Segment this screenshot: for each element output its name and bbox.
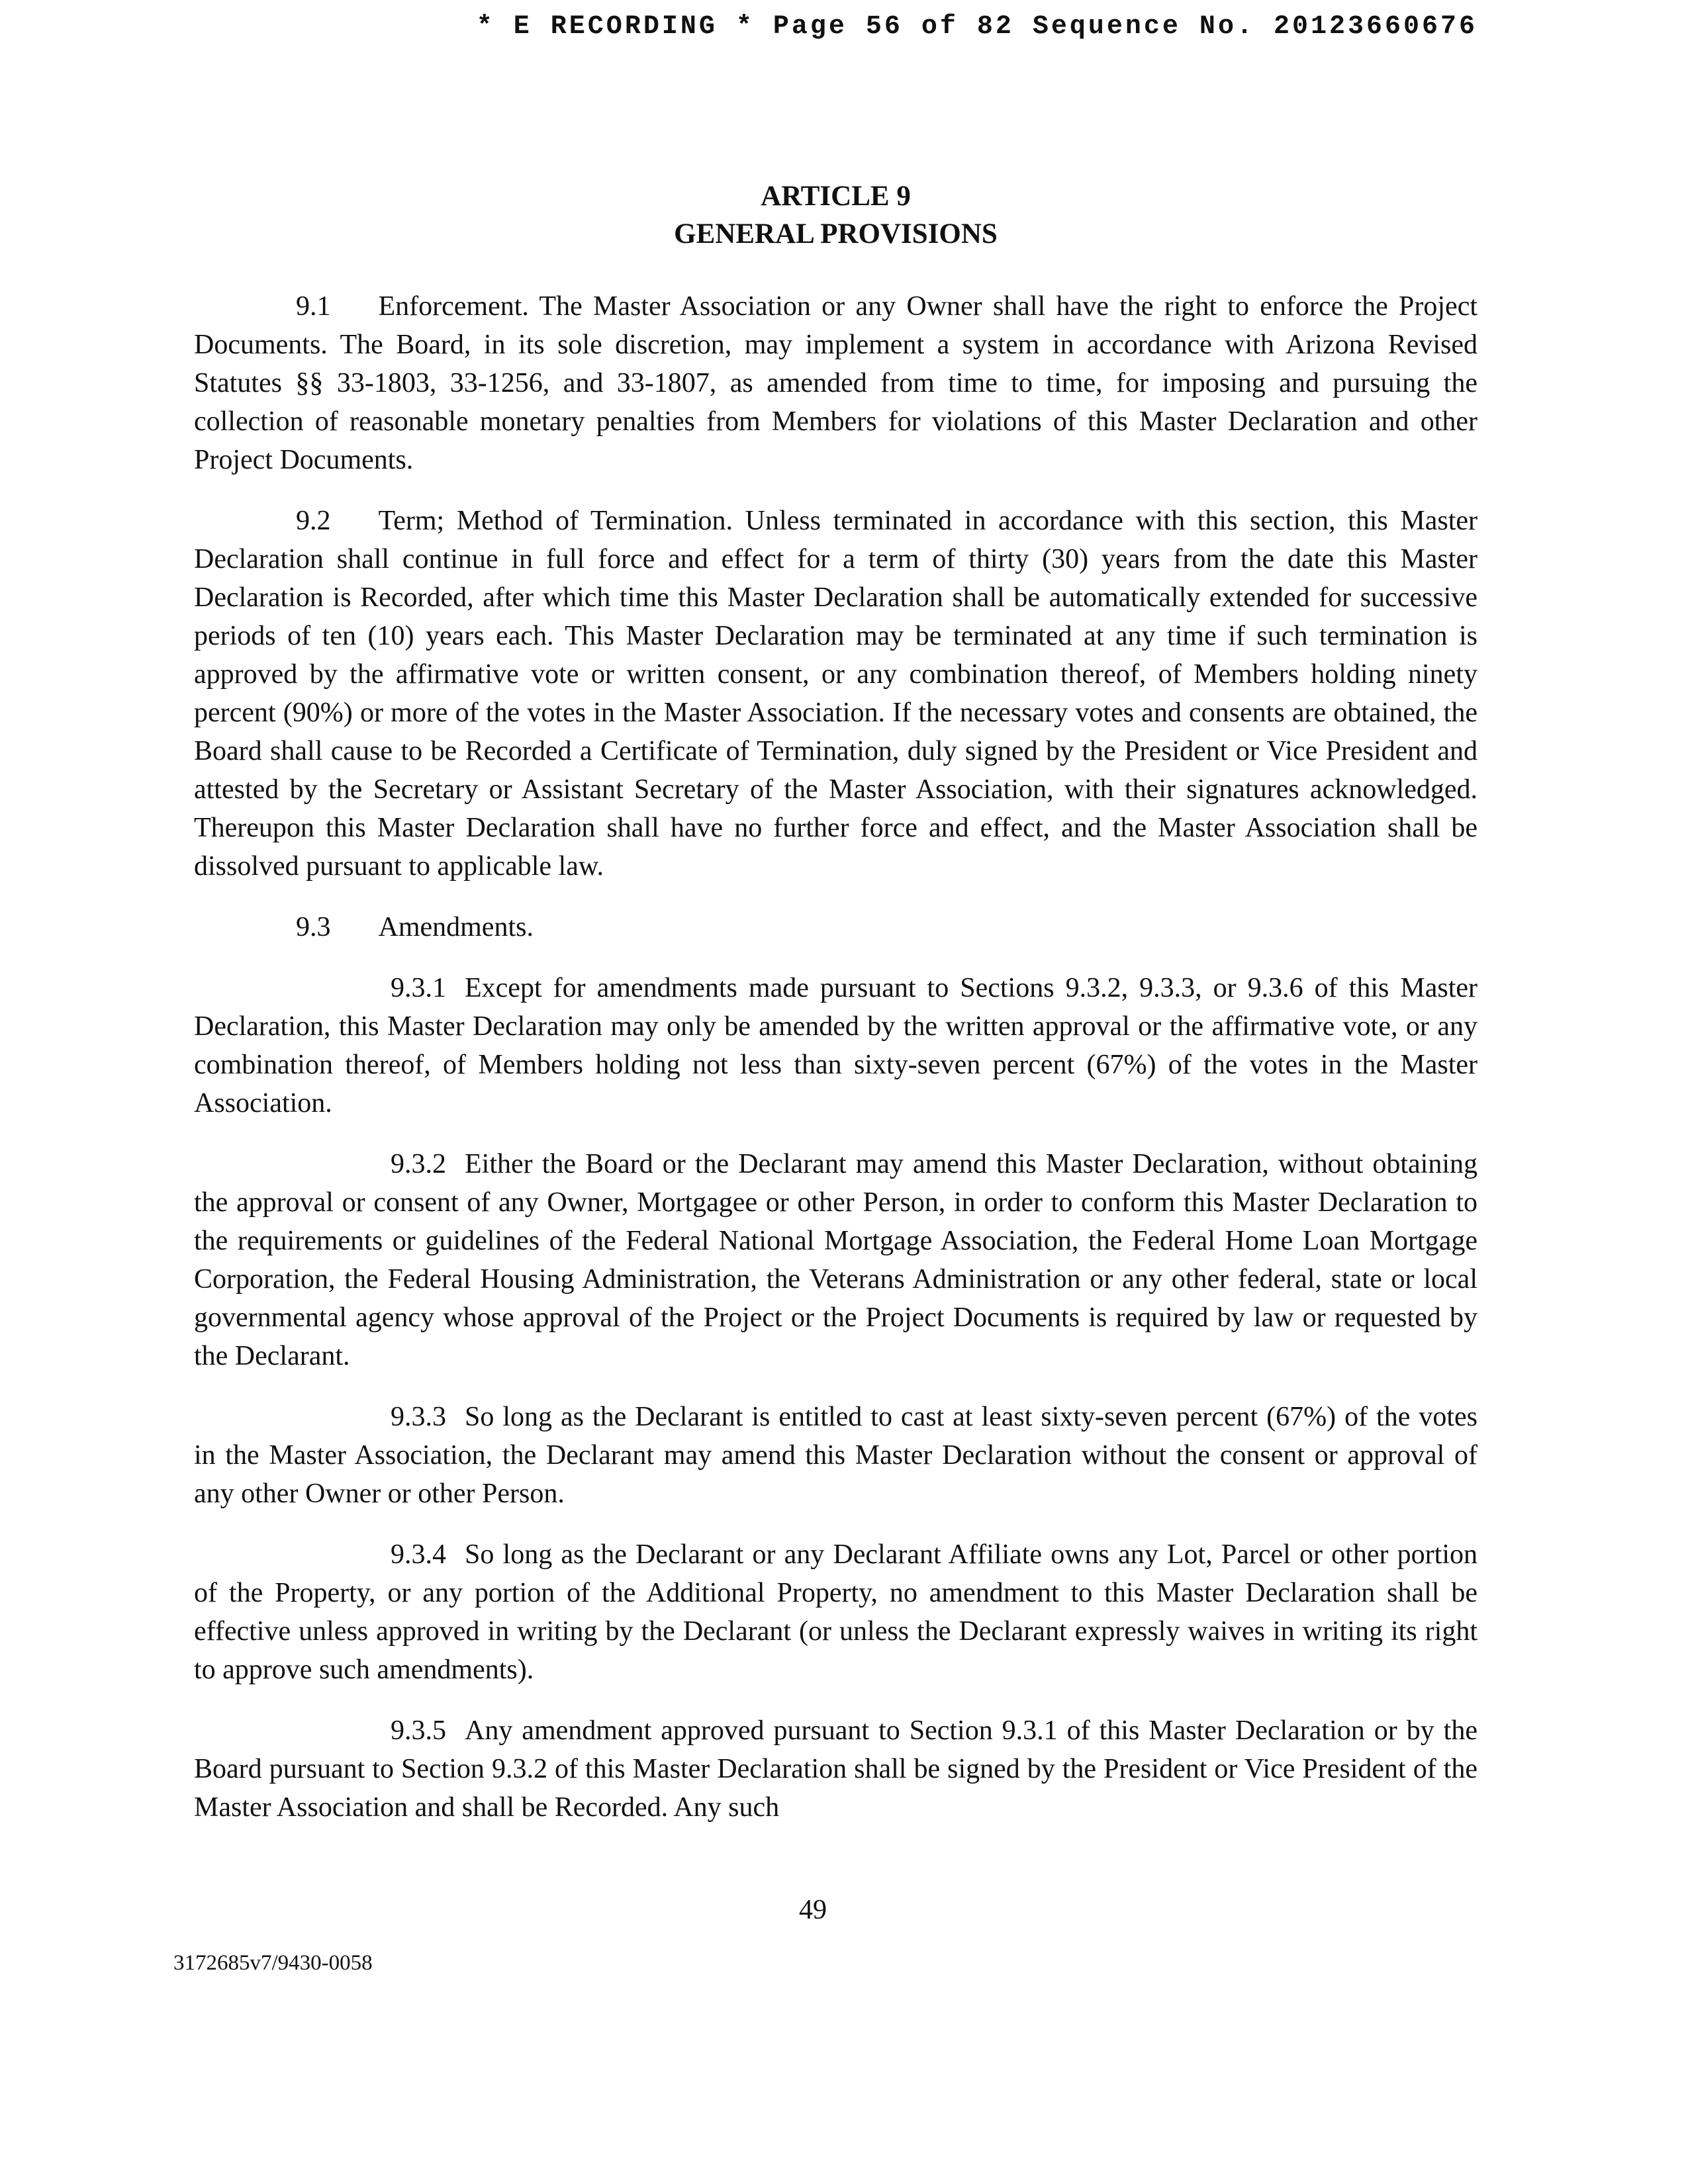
- section-number: 9.2: [296, 506, 331, 536]
- section-number: 9.3.5: [391, 1715, 446, 1746]
- section-text: The Master Association or any Owner shall have the right to enforce the Project Documents. The Board, in its sole discretion, may implement a system in accordance with Arizona Revised Statutes §§ 33-1803, 33-1256, and 33-1807, as amended from time to time, for imposing and pursuing the collection of reasonable monetary penalties from Members for violations of this Master Declaration and other Project Documents.: [194, 291, 1477, 475]
- section-number: 9.3.4: [391, 1539, 446, 1570]
- article-subtitle: GENERAL PROVISIONS: [674, 218, 998, 250]
- section-number: 9.3.2: [391, 1149, 446, 1179]
- section-text: Either the Board or the Declarant may amend this Master Declaration, without obtaining the approval or consent of any Owner, Mortgagee or other Person, in order to conform this Master Declaration to the requirements or guidelines of the Federal National Mortgage Association, the Federal Home Loan Mortgage Corporation, the Federal Housing Administration, the Veterans Administration or any other federal, state or local governmental agency whose approval of the Project or the Project Documents is required by law or requested by the Declarant.: [194, 1149, 1477, 1371]
- section-9-3-2: [194, 1145, 1477, 1375]
- section-text: So long as the Declarant is entitled to cast at least sixty-seven percent (67%) of the votes in the Master Association, the Declarant may amend this Master Declaration without the consent or approval of any other Owner or other Person.: [194, 1402, 1477, 1509]
- section-9-3-4: [194, 1535, 1477, 1689]
- section-heading: Enforcement.: [378, 291, 529, 322]
- document-body: [194, 287, 1477, 1827]
- page-number: 49: [799, 1895, 827, 1925]
- section-9-1: [194, 287, 1477, 479]
- section-9-3-5: [194, 1711, 1477, 1827]
- section-heading: Amendments.: [378, 912, 534, 942]
- section-heading: Term; Method of Termination.: [378, 506, 733, 536]
- article-title-block: [194, 177, 1477, 253]
- section-number: 9.1: [296, 291, 331, 322]
- section-number: 9.3.1: [391, 973, 446, 1003]
- recording-header: * E RECORDING * Page 56 of 82 Sequence No. 20123660676: [476, 12, 1477, 42]
- document-reference: 3172685v7/9430-0058: [173, 1951, 373, 1975]
- section-text: So long as the Declarant or any Declarant Affiliate owns any Lot, Parcel or other portion of the Property, or any portion of the Additional Property, no amendment to this Master Declaration shall be effective unless approved in writing by the Declarant (or unless the Declarant expressly waives in writing its right to approve such amendments).: [194, 1539, 1477, 1685]
- section-number: 9.3: [296, 912, 331, 942]
- section-9-3-3: [194, 1398, 1477, 1513]
- section-text: Any amendment approved pursuant to Section 9.3.1 of this Master Declaration or by the Board pursuant to Section 9.3.2 of this Master Declaration shall be signed by the President or Vice President of the Master Association and shall be Recorded. Any such: [194, 1715, 1477, 1823]
- section-text: Except for amendments made pursuant to Sections 9.3.2, 9.3.3, or 9.3.6 of this Master Declaration, this Master Declaration may only be amended by the written approval or the affirmative vote, or any combination thereof, of Members holding not less than sixty-seven percent (67%) of the votes in the Master Association.: [194, 973, 1477, 1118]
- document-content: [194, 12, 1477, 1849]
- section-number: 9.3.3: [391, 1402, 446, 1432]
- article-title: ARTICLE 9: [761, 181, 911, 212]
- section-9-2: [194, 502, 1477, 886]
- section-9-3-1: [194, 969, 1477, 1122]
- section-9-3: [194, 908, 1477, 946]
- section-text: Unless terminated in accordance with this section, this Master Declaration shall continue in full force and effect for a term of thirty (30) years from the date this Master Declaration is Recorded, after which time this Master Declaration shall be automatically extended for successive periods of ten (10) years each. This Master Declaration may be terminated at any time if such termination is approved by the affirmative vote or written consent, or any combination thereof, of Members holding ninety percent (90%) or more of the votes in the Master Association. If the necessary votes and consents are obtained, the Board shall cause to be Recorded a Certificate of Termination, duly signed by the President or Vice President and attested by the Secretary or Assistant Secretary of the Master Association, with their signatures acknowledged. Thereupon this Master Declaration shall have no further force and effect, and the Master Association shall be dissolved pursuant to applicable law.: [194, 506, 1477, 882]
